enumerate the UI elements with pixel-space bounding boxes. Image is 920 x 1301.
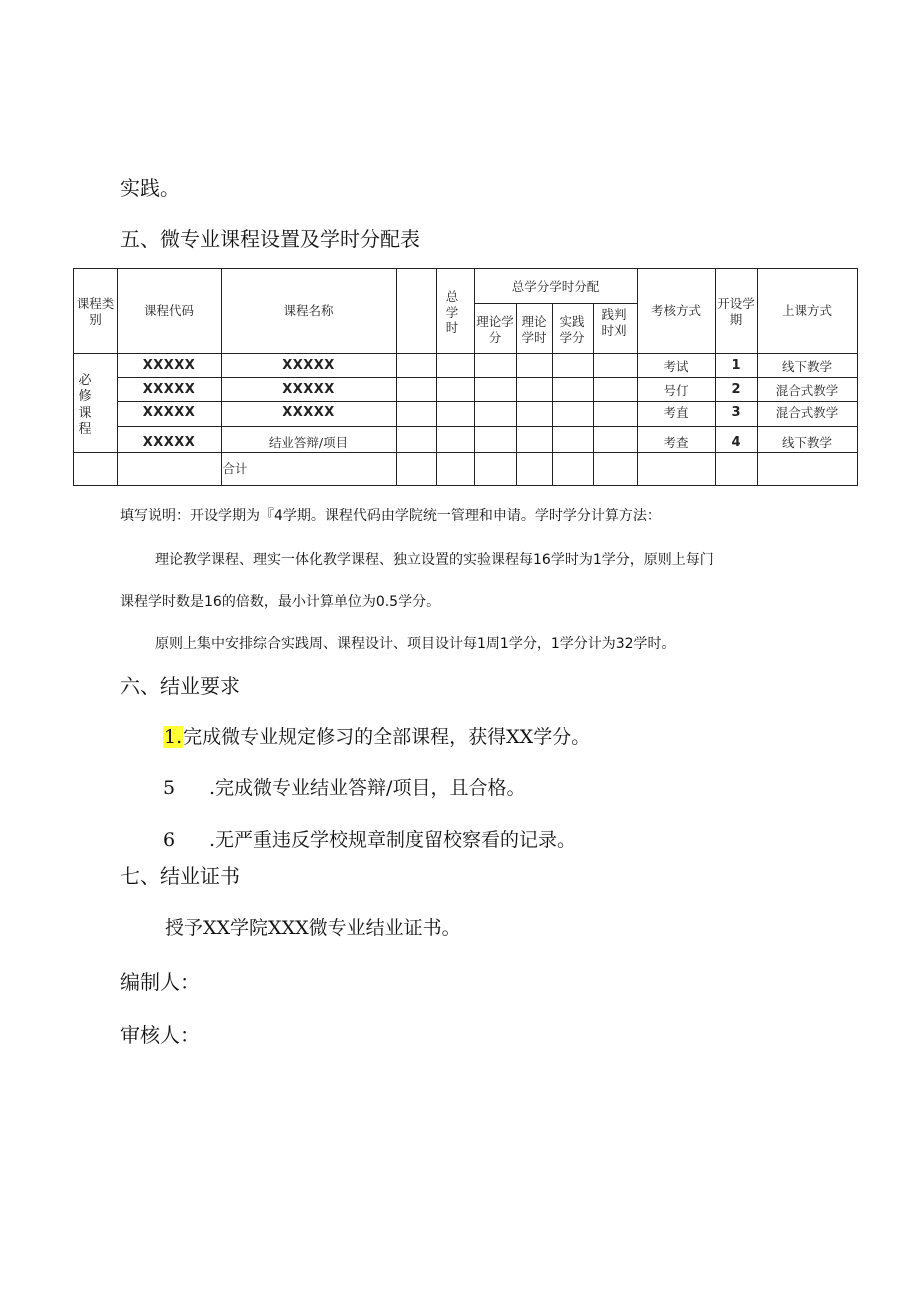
row1-delivery: 线下教学 — [781, 359, 832, 374]
table-vline — [552, 303, 553, 485]
requirement-1-text: 完成微专业规定修习的全部课程，获得XX学分。 — [183, 726, 591, 748]
row3-code: XXXXX — [142, 405, 196, 420]
requirement-2-text: .完成微专业结业答辩/项目，且合格。 — [209, 777, 526, 799]
section6-heading: 六、结业要求 — [120, 674, 240, 698]
row3-semester: 3 — [731, 405, 741, 420]
row1-semester: 1 — [731, 358, 741, 373]
editor-label: 编制人： — [120, 970, 200, 994]
row1-assessment: 考试 — [663, 359, 689, 374]
header-practice-hours: 践判 时刈 — [601, 307, 627, 338]
row3-assessment: 考直 — [663, 405, 689, 420]
table-hline — [117, 377, 857, 378]
course-table — [73, 268, 858, 486]
header-semester: 开设学 期 — [717, 296, 755, 327]
requirement-3-num: 6 — [163, 829, 176, 851]
row3-delivery: 混合式教学 — [775, 405, 839, 420]
requirement-2 — [163, 773, 525, 800]
table-hline — [117, 401, 857, 402]
requirement-3-text: .无严重违反学校规章制度留校察看的记录。 — [209, 829, 577, 851]
header-theory-credit: 理论学 分 — [476, 314, 514, 345]
section5-heading: 五、微专业课程设置及学时分配表 — [120, 227, 420, 251]
header-theory-hours: 理论 学时 — [521, 314, 547, 345]
category-label: 必 修 课 程 — [78, 373, 92, 437]
table-hline — [74, 353, 857, 354]
row4-semester: 4 — [731, 435, 741, 450]
table-vline — [593, 303, 594, 485]
header-code: 课程代码 — [143, 303, 194, 318]
certificate-text: 授予XX学院XXX微专业结业证书。 — [165, 917, 461, 939]
header-delivery: 上课方式 — [781, 303, 832, 318]
requirement-2-num: 5 — [163, 777, 176, 799]
row2-semester: 2 — [731, 382, 741, 397]
intro-tail: 实践。 — [120, 176, 180, 200]
table-hline — [474, 303, 637, 304]
note-line-4: 原则上集中安排综合实践周、课程设计、项目设计每1周1学分，1学分计为32学时。 — [155, 636, 676, 652]
row2-delivery: 混合式教学 — [775, 383, 839, 398]
note-line-3: 课程学时数是16的倍数，最小计算单位为0.5学分。 — [120, 594, 441, 610]
header-name: 课程名称 — [283, 303, 334, 318]
header-practice-credit: 实践 学分 — [559, 314, 585, 345]
total-label: 合计 — [222, 461, 248, 476]
note-line-1: 填写说明：开设学期为『4学期。课程代码由学院统一管理和申请。学时学分计算方法： — [120, 508, 661, 524]
row4-name: 结业答辩/项目 — [268, 435, 349, 450]
row3-name: XXXXX — [282, 405, 335, 420]
table-hline — [117, 426, 857, 427]
row4-assessment: 考查 — [663, 435, 689, 450]
section7-heading: 七、结业证书 — [120, 864, 240, 888]
header-total-hours: 总 学 时 — [445, 289, 459, 336]
row1-code: XXXXX — [142, 358, 196, 373]
table-hline — [74, 452, 857, 453]
header-allocation: 总学分学时分配 — [511, 279, 600, 294]
requirement-3 — [163, 825, 576, 852]
reviewer-label: 审核人： — [120, 1023, 200, 1047]
row1-name: XXXXX — [282, 358, 335, 373]
note-line-2: 理论教学课程、理实一体化教学课程、独立设置的实验课程每16学时为1学分，原则上每门 — [155, 552, 714, 568]
requirement-1-num: 1. — [164, 726, 183, 748]
row2-assessment: 号仃 — [663, 383, 689, 398]
row4-delivery: 线下教学 — [781, 435, 832, 450]
row2-code: XXXXX — [142, 382, 196, 397]
row4-code: XXXXX — [142, 435, 196, 450]
header-category: 课程类别 — [76, 296, 115, 327]
header-assessment: 考核方式 — [650, 303, 701, 318]
row2-name: XXXXX — [282, 382, 335, 397]
requirement-1 — [163, 722, 590, 749]
